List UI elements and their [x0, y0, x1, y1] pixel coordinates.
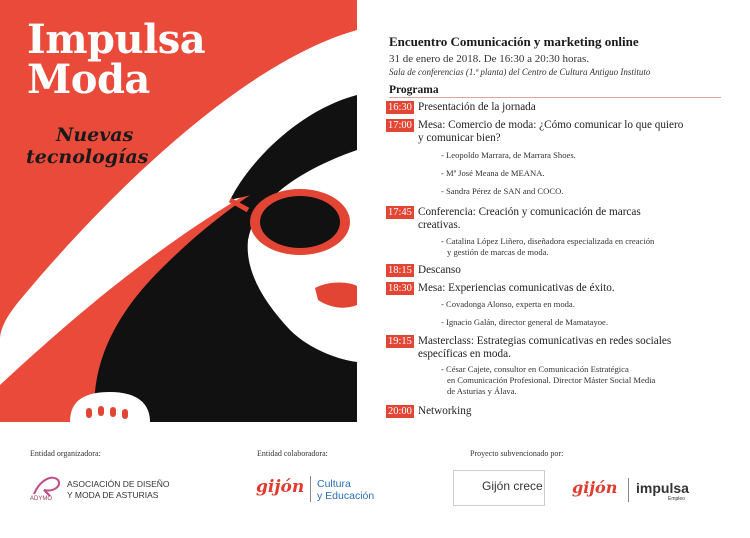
item-line: específicas en moda.: [418, 348, 511, 360]
title-line: Impulsa: [27, 16, 206, 63]
cultura-line: Cultura: [317, 478, 351, 490]
nail: [98, 406, 104, 416]
item-line: Networking: [418, 405, 472, 417]
time-badge: 20:00: [388, 406, 412, 417]
subtitle-line: Nuevas: [56, 124, 134, 146]
divider: [628, 478, 629, 502]
organizer-name-line: ASOCIACIÓN DE DISEÑO: [67, 479, 170, 489]
divider: [389, 97, 721, 98]
time-badge: 19:15: [388, 336, 412, 347]
organizer-short: ADYMO: [30, 496, 53, 502]
speaker-line: - Catalina López Liñero, diseñadora especializada en creación: [441, 236, 655, 246]
item-line: Conferencia: Creación y comunicación de marcas: [418, 206, 641, 218]
item-line: Mesa: Experiencias comunicativas de éxito.: [418, 282, 615, 294]
time-badge: 18:30: [388, 283, 412, 294]
item-line: Masterclass: Estrategias comunicativas en redes sociales: [418, 335, 672, 347]
speaker-line: en Comunicación Profesional. Director Máster Social Media: [447, 375, 656, 385]
poster-subtitle: [26, 124, 149, 168]
sponsor-label: Proyecto subvencionado por:: [470, 449, 564, 458]
event-title: Encuentro Comunicación y marketing online: [389, 34, 639, 49]
cultura-line: y Educación: [317, 490, 375, 502]
organizer-name-line: Y MODA DE ASTURIAS: [67, 490, 159, 500]
item-title: [418, 405, 728, 418]
item-line: Descanso: [418, 264, 461, 276]
cultura-logo: [317, 478, 374, 502]
collaborator-label: Entidad colaboradora:: [257, 449, 328, 458]
event-venue: Sala de conferencias (1.ª planta) del Centro de Cultura Antiguo Instituto: [389, 67, 651, 77]
item-title: [418, 206, 728, 232]
item-title: [418, 282, 728, 295]
empleo-text: Empleo: [668, 496, 685, 502]
nail: [86, 408, 92, 418]
item-title: [418, 264, 728, 277]
speaker-line: de Asturias y Álava.: [447, 386, 517, 396]
speaker: - Ignacio Galán, director general de Mamatayoe.: [441, 317, 609, 327]
program-heading: Programa: [389, 84, 439, 96]
item-title: [418, 335, 728, 361]
item-line: Mesa: Comercio de moda: ¿Cómo comunicar lo que quiero: [418, 119, 684, 131]
speaker: - Sandra Pérez de SAN and COCO.: [441, 186, 564, 196]
time-badge: 18:15: [388, 265, 412, 276]
speaker: [441, 364, 711, 397]
speaker-line: y gestión de marcas de moda.: [447, 247, 549, 257]
organizer-label: Entidad organizadora:: [30, 449, 101, 458]
time-badge: 17:45: [388, 207, 412, 218]
speaker-line: - César Cajete, consultor en Comunicación Estratégica: [441, 364, 629, 374]
time-badge: 16:30: [388, 102, 412, 113]
subtitle-line: tecnologías: [26, 146, 149, 168]
item-line: Presentación de la jornada: [418, 101, 536, 113]
title-line: Moda: [27, 56, 150, 103]
nail: [110, 407, 116, 417]
item-line: y comunicar bien?: [418, 132, 501, 144]
item-line: creativas.: [418, 219, 461, 231]
gijon-crece-text: Gijón crece: [482, 479, 543, 493]
gijon-logo: gijón: [572, 478, 618, 497]
organizer-name: [67, 479, 170, 501]
divider: [310, 476, 311, 502]
speaker: - Covadonga Alonso, experta en moda.: [441, 299, 575, 309]
speaker: - Leopoldo Marrara, de Marrara Shoes.: [441, 150, 576, 160]
gijon-logo: gijón: [256, 477, 305, 497]
time-badge: 17:00: [388, 120, 412, 131]
poster-panel: [0, 0, 357, 422]
poster-title: [27, 16, 206, 103]
speaker: [441, 236, 711, 258]
speaker: - Mª José Meana de MEANA.: [441, 168, 545, 178]
impulsa-logo: impulsa: [636, 480, 689, 496]
item-title: [418, 101, 728, 114]
sunglasses-lens: [260, 196, 340, 248]
nail: [122, 409, 128, 419]
event-date: 31 de enero de 2018. De 16:30 a 20:30 horas.: [389, 53, 590, 65]
item-title: [418, 119, 728, 145]
